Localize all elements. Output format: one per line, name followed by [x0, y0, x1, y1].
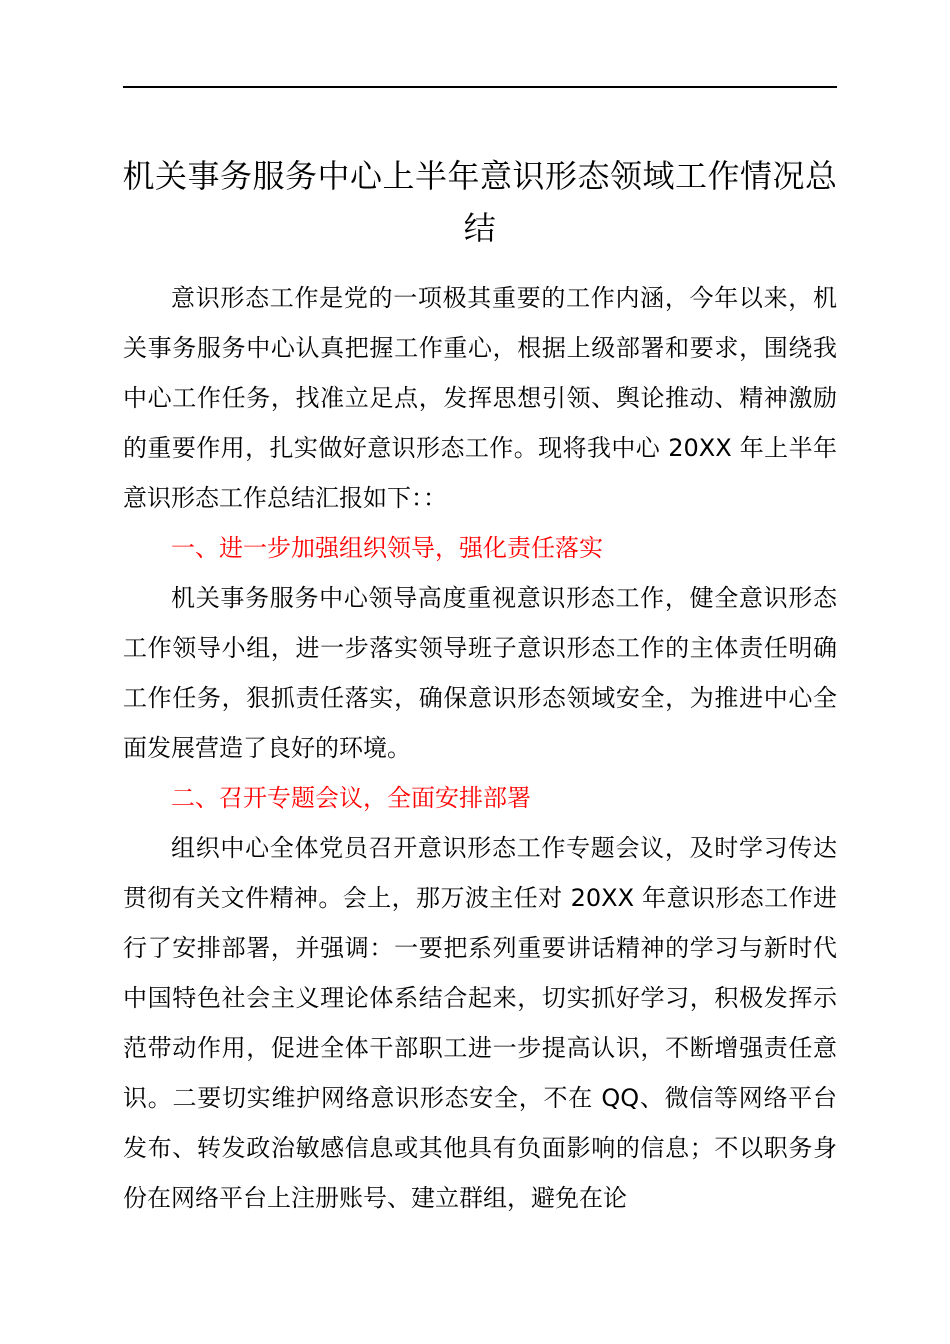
section-2-heading: 二、召开专题会议，全面安排部署 [171, 784, 531, 812]
section-1-heading: 一、进一步加强组织领导，强化责任落实 [171, 534, 603, 562]
document-body [123, 273, 837, 1223]
document-title: 机关事务服务中心上半年意识形态领域工作情况总结 [122, 157, 838, 247]
intro-paragraph: 意识形态工作是党的一项极其重要的工作内涵，今年以来，机关事务服务中心认真把握工作重心，根据上级部署和要求，围绕我中心工作任务，找准立足点，发挥思想引领、舆论推动、精神激励的重要作用，扎实做好意识形态工作。现将我中心 20XX 年上半年意识形态工作总结汇报如下：： [123, 284, 837, 512]
top-divider [123, 86, 837, 88]
section-2-paragraph: 组织中心全体党员召开意识形态工作专题会议，及时学习传达贯彻有关文件精神。会上，那万波主任对 20XX 年意识形态工作进行了安排部署，并强调：一要把系列重要讲话精神的学习与新时代中国特色社会主义理论体系结合起来，切实抓好学习，积极发挥示范带动作用，促进全体干部职工进一步提高认识，不断增强责任意识。二要切实维护网络意识形态安全，不在 QQ、微信等网络平台发布、转发政治敏感信息或其他具有负面影响的信息；不以职务身份在网络平台上注册账号、建立群组，避免在论 [123, 834, 837, 1212]
section-1-paragraph: 机关事务服务中心领导高度重视意识形态工作，健全意识形态工作领导小组，进一步落实领导班子意识形态工作的主体责任明确工作任务，狠抓责任落实，确保意识形态领域安全，为推进中心全面发展营造了良好的环境。 [123, 584, 837, 762]
